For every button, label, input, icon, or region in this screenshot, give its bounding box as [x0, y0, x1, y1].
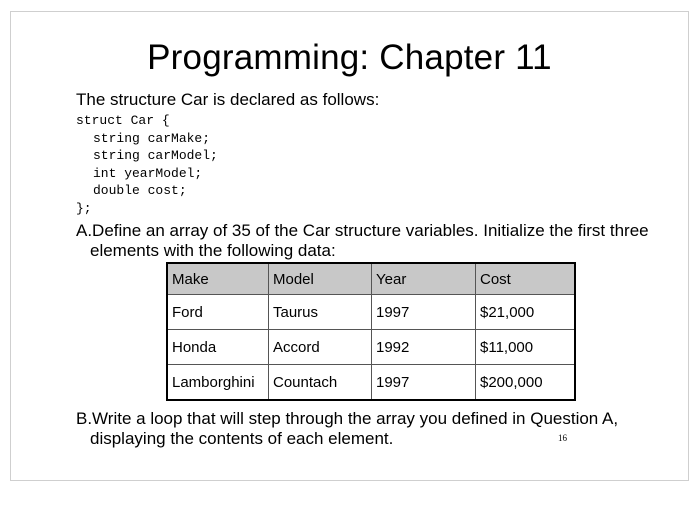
cell-year: 1997 [372, 295, 476, 330]
cell-cost: $11,000 [476, 330, 576, 365]
cell-make: Lamborghini [167, 365, 269, 401]
cell-cost: $21,000 [476, 295, 576, 330]
code-line: double cost; [93, 183, 187, 199]
car-data-table [166, 262, 576, 401]
cell-model: Accord [269, 330, 372, 365]
slide-title: Programming: Chapter 11 [147, 38, 552, 77]
question-a: A.Define an array of 35 of the Car structure variables. Initialize the first three elements with the following data: [76, 221, 649, 260]
cell-model: Countach [269, 365, 372, 401]
cell-year: 1992 [372, 330, 476, 365]
page-number: 16 [558, 433, 567, 443]
question-b: B.Write a loop that will step through the array you defined in Question A, displaying the contents of each element. [76, 409, 619, 448]
header-year: Year [372, 263, 476, 295]
intro-text: The structure Car is declared as follows: [76, 90, 380, 109]
header-cost: Cost [476, 263, 576, 295]
cell-year: 1997 [372, 365, 476, 401]
header-model: Model [269, 263, 372, 295]
header-make: Make [167, 263, 269, 295]
code-line: string carMake; [93, 130, 211, 146]
table-row [167, 295, 575, 330]
code-line: struct Car { [76, 113, 170, 128]
table-header-row [167, 263, 575, 295]
table-row [167, 365, 575, 401]
cell-cost: $200,000 [476, 365, 576, 401]
code-line: }; [76, 200, 92, 216]
table-row [167, 330, 575, 365]
cell-make: Honda [167, 330, 269, 365]
slide [10, 11, 689, 481]
cell-make: Ford [167, 295, 269, 330]
code-block [76, 112, 218, 218]
code-line: int yearModel; [93, 165, 203, 181]
cell-model: Taurus [269, 295, 372, 330]
code-line: string carModel; [93, 148, 218, 164]
